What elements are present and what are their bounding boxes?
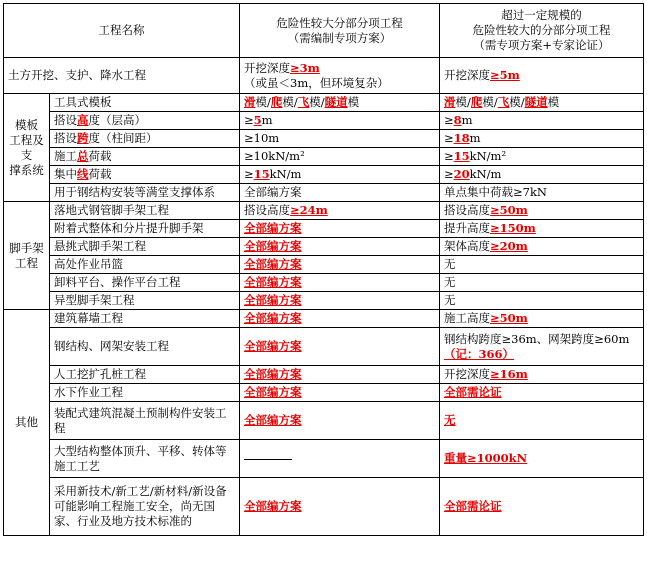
row-major: ≥10m — [240, 130, 440, 148]
text: 施工 — [54, 149, 77, 163]
hazard-table — [3, 3, 644, 536]
row-major — [240, 94, 440, 112]
row-name: 卸料平台、操作平台工程 — [50, 274, 240, 292]
highlight: ≥50m — [490, 311, 528, 325]
row-major — [240, 366, 440, 384]
text: 模/ — [482, 95, 498, 109]
table-row — [4, 94, 644, 112]
text: 度（层高） — [88, 113, 146, 127]
row-super — [440, 440, 644, 478]
row-major — [240, 58, 440, 94]
row-super: 无 — [440, 274, 644, 292]
table-row — [4, 220, 644, 238]
text: 搭设 — [54, 113, 77, 127]
row-major: 全部编方案 — [240, 184, 440, 202]
row-major — [240, 256, 440, 274]
row-super — [440, 166, 644, 184]
highlight: 跨 — [77, 131, 89, 145]
text: 开挖深度 — [444, 367, 490, 381]
highlight: 飞 — [497, 95, 510, 109]
row-super — [440, 112, 644, 130]
category-line: 工程及支 — [9, 132, 44, 162]
header-major-line: （需编制专项方案） — [287, 30, 392, 45]
table-row — [4, 328, 644, 366]
text: 提升高度 — [444, 221, 490, 235]
row-major: ≥10kN/m² — [240, 148, 440, 166]
table-row — [4, 202, 644, 220]
highlight: 无 — [444, 413, 456, 427]
row-name: 落地式钢管脚手架工程 — [50, 202, 240, 220]
row-super — [440, 402, 644, 440]
table-row — [4, 440, 644, 478]
category-line: 工程 — [15, 255, 38, 270]
highlight: 总 — [77, 149, 89, 163]
table-row — [4, 58, 644, 94]
row-major — [240, 328, 440, 366]
row-super — [440, 366, 644, 384]
highlight: ≥3m — [290, 60, 320, 75]
table-row — [4, 274, 644, 292]
header-super-line: 危险性较大的分部分项工程 — [472, 23, 611, 37]
row-major — [240, 166, 440, 184]
text: 度（柱间距） — [88, 131, 158, 145]
category-line: 模板 — [15, 117, 38, 132]
row-major — [240, 292, 440, 310]
text: 搭设高度 — [444, 203, 490, 217]
highlight: 18 — [453, 131, 470, 145]
text: 施工高度 — [444, 311, 490, 325]
text: ≥ — [444, 167, 454, 181]
row-major — [240, 220, 440, 238]
table-header-row — [4, 4, 644, 58]
text: 60m — [603, 331, 630, 346]
row-name — [50, 148, 240, 166]
table-row — [4, 256, 644, 274]
highlight: 全部需论证 — [444, 385, 502, 399]
highlight: 全部编方案 — [244, 367, 302, 381]
table-row — [4, 292, 644, 310]
highlight: 全部编方案 — [244, 275, 302, 289]
text: 荷载 — [88, 149, 112, 163]
table-row — [4, 310, 644, 328]
table-row — [4, 184, 644, 202]
highlight: 隧道 — [524, 95, 548, 109]
table-row — [4, 384, 644, 402]
row-name — [50, 166, 240, 184]
highlight: 全部编方案 — [244, 385, 302, 399]
row-super — [440, 328, 644, 366]
highlight: 15 — [453, 149, 470, 163]
text: 模 — [547, 95, 560, 109]
text: ≥ — [444, 149, 454, 163]
table-row — [4, 112, 644, 130]
row-super: 无 — [440, 256, 644, 274]
text: 搭设高度 — [244, 203, 290, 217]
text: 模/ — [255, 95, 271, 109]
row-name: 采用新技术/新工艺/新材料/新设备可能影响工程施工安全，尚无国家、行业及地方技术标准的 — [50, 478, 240, 536]
highlight: （记：366） — [444, 346, 515, 361]
row-major — [240, 238, 440, 256]
row-major — [240, 478, 440, 536]
highlight: ≥24m — [290, 203, 328, 217]
text: ≥ — [444, 113, 454, 127]
row-super — [440, 384, 644, 402]
highlight: 全部编方案 — [244, 499, 302, 513]
highlight: ≥5m — [490, 68, 520, 82]
category-formwork — [4, 94, 50, 202]
highlight: 全部编方案 — [244, 239, 302, 253]
text: 模/ — [282, 95, 298, 109]
highlight: 全部编方案 — [244, 257, 302, 271]
text: m — [469, 131, 481, 145]
highlight: 飞 — [297, 95, 310, 109]
row-name — [50, 112, 240, 130]
row-major — [240, 402, 440, 440]
text: ≥ — [244, 167, 254, 181]
highlight: 滑 — [444, 95, 456, 109]
highlight: ≥50m — [490, 203, 528, 217]
row-name: 水下作业工程 — [50, 384, 240, 402]
text: kN/m — [469, 167, 502, 181]
table-row — [4, 478, 644, 536]
category-scaffold — [4, 202, 50, 310]
highlight: 全部编方案 — [244, 293, 302, 307]
row-super — [440, 94, 644, 112]
table-row — [4, 366, 644, 384]
header-major-line: 危险性较大分部分项工程 — [276, 15, 403, 30]
text: m — [261, 113, 273, 127]
highlight: 全部编方案 — [244, 311, 302, 325]
header-super — [440, 4, 644, 58]
text: ≥ — [244, 113, 254, 127]
row-name: 悬挑式脚手架工程 — [50, 238, 240, 256]
table-row — [4, 148, 644, 166]
row-name: 人工挖扩孔桩工程 — [50, 366, 240, 384]
highlight: ≥20m — [490, 239, 528, 253]
row-major — [240, 274, 440, 292]
row-name: 土方开挖、支护、降水工程 — [4, 58, 240, 94]
row-major — [240, 112, 440, 130]
row-super — [440, 310, 644, 328]
row-name: 装配式建筑混凝土预制构件安装工程 — [50, 402, 240, 440]
row-name: 异型脚手架工程 — [50, 292, 240, 310]
text: 模/ — [509, 95, 525, 109]
row-major — [240, 384, 440, 402]
highlight: 滑 — [244, 95, 256, 109]
category-line: 撑系统 — [9, 162, 44, 177]
category-line: 脚手架 — [9, 240, 44, 255]
header-super-line: 超过一定规模的 — [501, 8, 582, 22]
row-name: 高处作业吊篮 — [50, 256, 240, 274]
highlight: 线 — [77, 167, 89, 181]
text: 架体高度 — [444, 239, 490, 253]
text: 模 — [347, 95, 360, 109]
row-super — [440, 238, 644, 256]
row-name: 钢结构、网架安装工程 — [50, 328, 240, 366]
row-super — [440, 478, 644, 536]
highlight: 隧道 — [324, 95, 348, 109]
text: kN/m² — [469, 149, 507, 163]
text: 模/ — [455, 95, 471, 109]
text: ≥ — [444, 131, 454, 145]
row-super: 无 — [440, 292, 644, 310]
category-other: 其他 — [4, 310, 50, 536]
dash-line — [244, 459, 292, 460]
row-major — [240, 202, 440, 220]
row-name: 附着式整体和分片提升脚手架 — [50, 220, 240, 238]
text: kN/m — [269, 167, 302, 181]
text: m — [461, 113, 473, 127]
row-super — [440, 220, 644, 238]
text: 荷载 — [88, 167, 112, 181]
row-name: 用于钢结构安装等满堂支撑体系 — [50, 184, 240, 202]
row-super — [440, 130, 644, 148]
row-super — [440, 202, 644, 220]
row-major — [240, 310, 440, 328]
highlight: 全部编方案 — [244, 221, 302, 235]
highlight: 全部编方案 — [244, 339, 302, 353]
text: 搭设 — [54, 131, 77, 145]
highlight: ≥150m — [490, 221, 536, 235]
highlight: 爬 — [270, 95, 283, 109]
text: 开挖深度 — [444, 68, 490, 82]
row-name: 建筑幕墙工程 — [50, 310, 240, 328]
row-super: 单点集中荷载≥7kN — [440, 184, 644, 202]
row-name — [50, 130, 240, 148]
table-row — [4, 130, 644, 148]
row-major — [240, 440, 440, 478]
highlight: 5 — [253, 113, 262, 127]
text: 集中 — [54, 167, 77, 181]
highlight: 全部编方案 — [244, 413, 302, 427]
highlight: 20 — [453, 167, 470, 181]
table-row — [4, 402, 644, 440]
highlight: 高 — [77, 113, 89, 127]
table-row — [4, 238, 644, 256]
highlight: 爬 — [470, 95, 483, 109]
text: 模/ — [309, 95, 325, 109]
header-super-line: （需专项方案+专家论证） — [473, 38, 610, 52]
row-super — [440, 148, 644, 166]
highlight: 重量≥1000kN — [444, 451, 528, 465]
row-name: 大型结构整体顶升、平移、转体等施工工艺 — [50, 440, 240, 478]
highlight: 8 — [453, 113, 462, 127]
table-row — [4, 166, 644, 184]
header-project-name: 工程名称 — [4, 4, 240, 58]
row-super — [440, 58, 644, 94]
header-major — [240, 4, 440, 58]
row-name: 工具式模板 — [50, 94, 240, 112]
highlight: 15 — [253, 167, 270, 181]
text: （或虽＜3m，但环境复杂） — [244, 75, 389, 90]
highlight: 全部需论证 — [444, 499, 502, 513]
text: 钢结构跨度≥36m、网架跨度≥ — [444, 331, 604, 346]
highlight: ≥16m — [490, 367, 528, 381]
text: 开挖深度 — [244, 60, 290, 75]
